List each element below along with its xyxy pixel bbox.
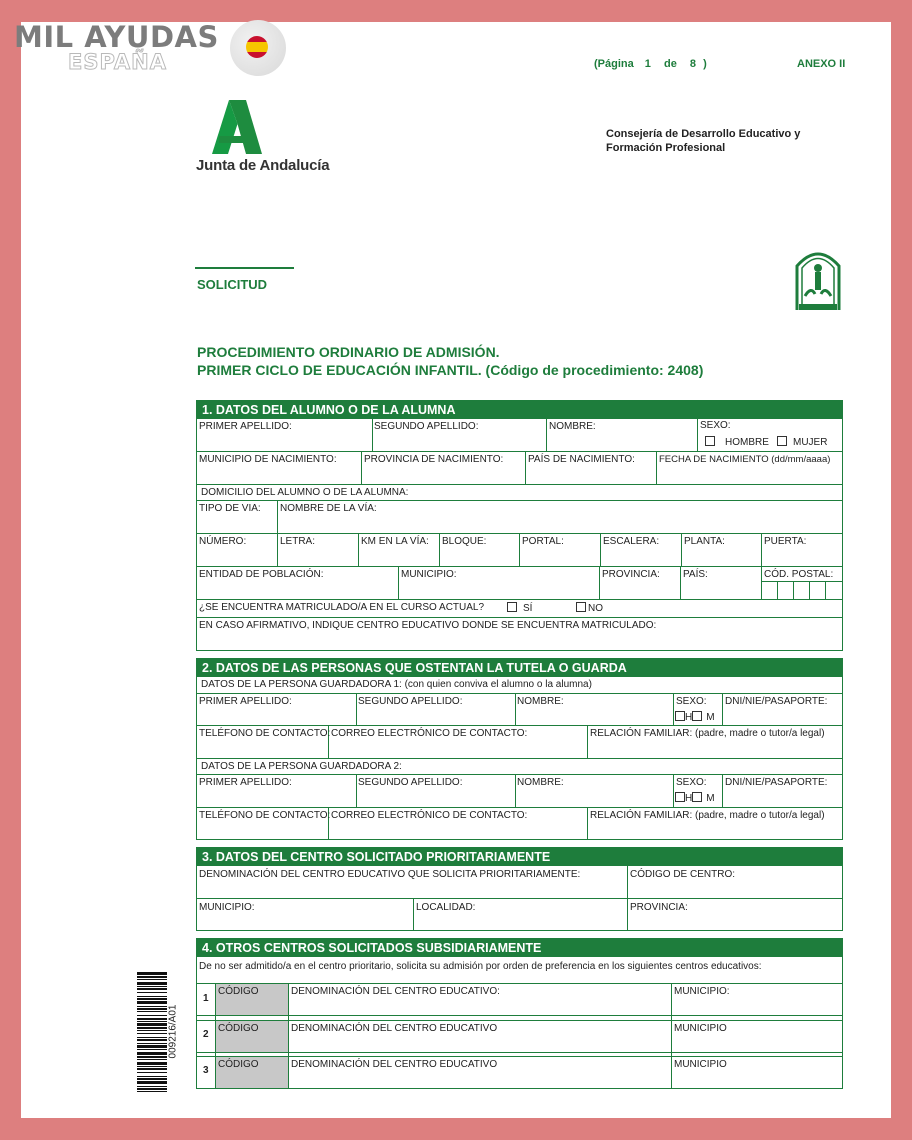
s3-municipio-label: MUNICIPIO:: [199, 902, 255, 913]
s2-g1-primer-apellido-label: PRIMER APELLIDO:: [199, 696, 292, 707]
solicitud-rule: [195, 267, 294, 269]
s4-row-3-denominacion: DENOMINACIÓN DEL CENTRO EDUCATIVO: [291, 1059, 498, 1070]
s4-row-3-codigo: CÓDIGO: [218, 1059, 259, 1070]
s1-escalera-label: ESCALERA:: [603, 536, 660, 547]
andalucia-coat-of-arms-icon: [793, 244, 843, 314]
org-name: Junta de Andalucía: [196, 157, 330, 174]
s2-g2-telefono-label: TELÉFONO DE CONTACTO:: [199, 810, 331, 821]
s4-row-1-municipio: MUNICIPIO:: [674, 986, 730, 997]
s1-planta-label: PLANTA:: [684, 536, 725, 547]
s1-letra-label: LETRA:: [280, 536, 316, 547]
s1-entidad-label: ENTIDAD DE POBLACIÓN:: [199, 569, 324, 580]
s2-g2-segundo-apellido-label: SEGUNDO APELLIDO:: [358, 777, 463, 788]
section-4-title: 4. OTROS CENTROS SOLICITADOS SUBSIDIARIAMENTE: [197, 939, 842, 957]
s1-portal-label: PORTAL:: [522, 536, 564, 547]
s1-caso-afirmativo-label: EN CASO AFIRMATIVO, INDIQUE CENTRO EDUCATIVO DONDE SE ENCUENTRA MATRICULADO:: [199, 620, 657, 631]
solicitud-label: SOLICITUD: [197, 277, 268, 292]
g1-m-checkbox[interactable]: [692, 711, 702, 721]
s4-row-2-denominacion: DENOMINACIÓN DEL CENTRO EDUCATIVO: [291, 1023, 498, 1034]
hombre-checkbox[interactable]: [705, 436, 715, 446]
s2-guardian1-heading: DATOS DE LA PERSONA GUARDADORA 1: (con quien conviva el alumno o la alumna): [201, 679, 592, 690]
s1-provincia-nac-label: PROVINCIA DE NACIMIENTO:: [364, 454, 504, 465]
si-checkbox[interactable]: [507, 602, 517, 612]
s4-row-3-municipio: MUNICIPIO: [674, 1059, 727, 1070]
s3-denominacion-label: DENOMINACIÓN DEL CENTRO EDUCATIVO QUE SOLICITA PRIORITARIAMENTE:: [199, 869, 581, 880]
section-4-other-centers: [196, 938, 843, 1089]
s2-g1-nombre-label: NOMBRE:: [517, 696, 564, 707]
section-2-guardians: [196, 658, 843, 840]
watermark-line1: MIL AYUDAS: [14, 20, 219, 54]
s1-puerta-label: PUERTA:: [764, 536, 807, 547]
s4-row-3-number: 3: [203, 1065, 209, 1076]
s4-row-2-number: 2: [203, 1029, 209, 1040]
s4-row-1-denominacion: DENOMINACIÓN DEL CENTRO EDUCATIVO:: [291, 986, 500, 997]
s1-km-label: KM EN LA VÍA:: [361, 536, 429, 547]
s2-g1-dni-label: DNI/NIE/PASAPORTE:: [725, 696, 828, 707]
s1-tipo-via-label: TIPO DE VIA:: [199, 503, 261, 514]
s2-g2-primer-apellido-label: PRIMER APELLIDO:: [199, 777, 292, 788]
s4-row-1-number: 1: [203, 993, 209, 1004]
s2-g1-sexo-label: SEXO:: [676, 696, 707, 707]
s1-municipio-nac-label: MUNICIPIO DE NACIMIENTO:: [199, 454, 337, 465]
document-code: 009216/A01: [167, 1004, 179, 1059]
s1-segundo-apellido-label: SEGUNDO APELLIDO:: [374, 421, 479, 432]
s2-guardian2-heading: DATOS DE LA PERSONA GUARDADORA 2:: [201, 761, 402, 772]
consejeria: Consejería de Desarrollo Educativo y Formación Profesional: [606, 128, 801, 154]
s1-pais-label: PAÍS:: [683, 569, 708, 580]
spain-flag-icon: [246, 36, 268, 58]
barcode-icon: [137, 972, 167, 1092]
s4-row-1-codigo: CÓDIGO: [218, 986, 259, 997]
s2-g1-relacion-label: RELACIÓN FAMILIAR: (padre, madre o tutor/a legal): [590, 728, 825, 739]
section-3-title: 3. DATOS DEL CENTRO SOLICITADO PRIORITARIAMENTE: [197, 848, 842, 866]
s1-matriculado-label: ¿SE ENCUENTRA MATRICULADO/A EN EL CURSO ACTUAL?: [199, 602, 485, 613]
s3-provincia-label: PROVINCIA:: [630, 902, 688, 913]
section-1-title: 1. DATOS DEL ALUMNO O DE LA ALUMNA: [197, 401, 842, 419]
s2-g2-dni-label: DNI/NIE/PASAPORTE:: [725, 777, 828, 788]
s2-g2-relacion-label: RELACIÓN FAMILIAR: (padre, madre o tutor/a legal): [590, 810, 825, 821]
s1-bloque-label: BLOQUE:: [442, 536, 487, 547]
s3-codigo-label: CÓDIGO DE CENTRO:: [630, 869, 736, 880]
mujer-checkbox[interactable]: [777, 436, 787, 446]
section-1-student-data: [196, 400, 843, 651]
s2-g2-nombre-label: NOMBRE:: [517, 777, 564, 788]
s2-g1-telefono-label: TELÉFONO DE CONTACTO:: [199, 728, 331, 739]
s1-nombre-label: NOMBRE:: [549, 421, 596, 432]
s1-municipio-label: MUNICIPIO:: [401, 569, 457, 580]
g1-h-checkbox[interactable]: [675, 711, 685, 721]
watermark-line2: ESPAÑA: [68, 50, 168, 74]
s4-intro: De no ser admitido/a en el centro prioritario, solicita su admisión por orden de preferencia en los siguientes centros educativos:: [199, 961, 762, 972]
s1-cod-postal-label: CÓD. POSTAL:: [764, 569, 834, 580]
s1-sexo-label: SEXO:: [700, 420, 731, 431]
s1-domicilio-label: DOMICILIO DEL ALUMNO O DE LA ALUMNA:: [201, 487, 409, 498]
s1-no-option[interactable]: NO: [576, 602, 603, 615]
s4-row-2-codigo: CÓDIGO: [218, 1023, 259, 1034]
s1-mujer-option[interactable]: MUJER: [777, 436, 827, 449]
s2-g1-segundo-apellido-label: SEGUNDO APELLIDO:: [358, 696, 463, 707]
s2-g2-sexo-label: SEXO:: [676, 777, 707, 788]
g2-m-checkbox[interactable]: [692, 792, 702, 802]
s1-provincia-label: PROVINCIA:: [602, 569, 660, 580]
s2-g2-correo-label: CORREO ELECTRÓNICO DE CONTACTO:: [331, 810, 528, 821]
procedure-title: PROCEDIMIENTO ORDINARIO DE ADMISIÓN. PRIMER CICLO DE EDUCACIÓN INFANTIL. (Código de procedimiento: 2408): [197, 344, 704, 378]
junta-andalucia-logo-icon: [196, 98, 262, 156]
s2-g2-sex-options[interactable]: H M: [675, 792, 715, 805]
no-checkbox[interactable]: [576, 602, 586, 612]
g2-h-checkbox[interactable]: [675, 792, 685, 802]
s2-g1-sex-options[interactable]: H M: [675, 711, 715, 724]
s1-nombre-via-label: NOMBRE DE LA VÍA:: [280, 503, 377, 514]
watermark: [14, 18, 274, 78]
s4-row-2-municipio: MUNICIPIO: [674, 1023, 727, 1034]
annex-label: ANEXO II: [797, 58, 846, 70]
page-counter: (Página 1 de 8 ): [594, 58, 707, 70]
section-3-priority-center: [196, 847, 843, 931]
s1-hombre-option[interactable]: HOMBRE: [705, 436, 769, 449]
section-2-title: 2. DATOS DE LAS PERSONAS QUE OSTENTAN LA TUTELA O GUARDA: [197, 659, 842, 677]
s1-pais-nac-label: PAÍS DE NACIMIENTO:: [528, 454, 635, 465]
s2-g1-correo-label: CORREO ELECTRÓNICO DE CONTACTO:: [331, 728, 528, 739]
s1-numero-label: NÚMERO:: [199, 536, 247, 547]
s1-primer-apellido-label: PRIMER APELLIDO:: [199, 421, 292, 432]
s3-localidad-label: LOCALIDAD:: [416, 902, 476, 913]
s1-fecha-nac-label: FECHA DE NACIMIENTO (dd/mm/aaaa): [659, 454, 831, 465]
s1-si-option[interactable]: SÍ: [507, 602, 532, 615]
